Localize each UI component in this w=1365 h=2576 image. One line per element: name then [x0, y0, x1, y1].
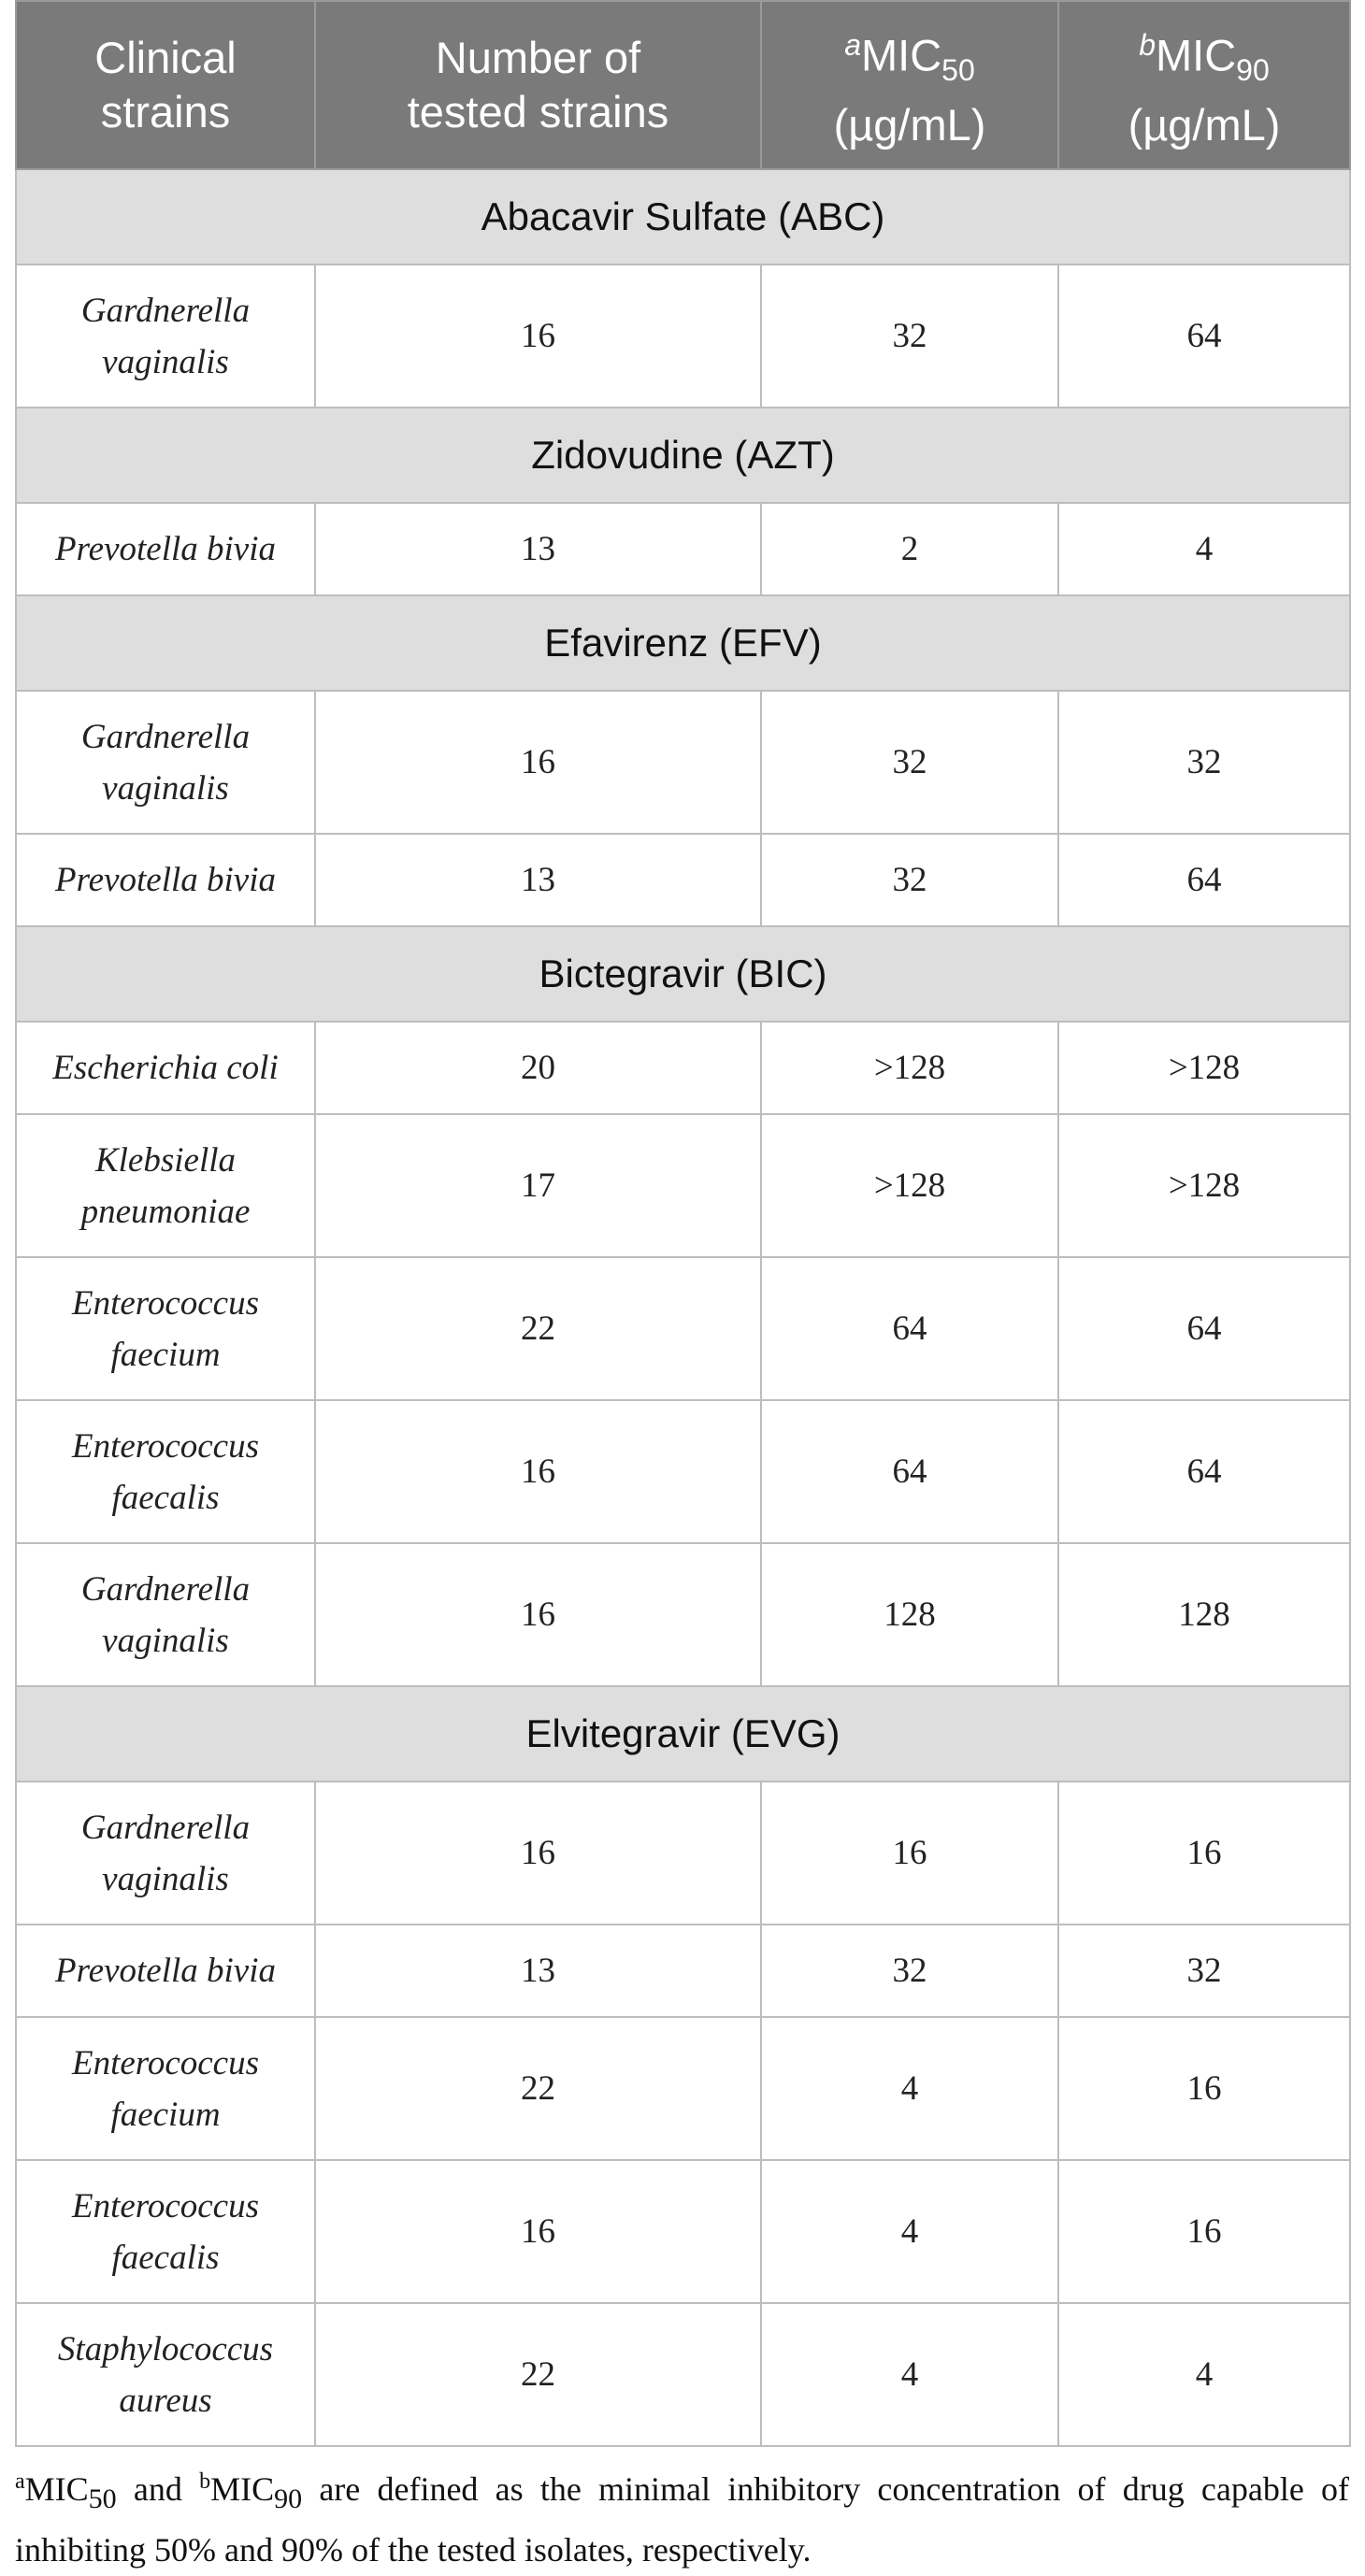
table-row	[16, 1543, 1350, 1686]
table-row	[16, 503, 1350, 595]
tested-count: 13	[315, 1925, 761, 2017]
group-row	[16, 926, 1350, 1022]
strain-name: Enterococcus faecalis	[16, 2160, 315, 2303]
mic90-value: 32	[1058, 691, 1350, 834]
strain-name: Enterococcus faecalis	[16, 1400, 315, 1543]
mic50-value: >128	[761, 1114, 1058, 1257]
strain-name: Gardnerella vaginalis	[16, 691, 315, 834]
header-clinical-strains: Clinical strains	[16, 1, 315, 169]
tested-count: 13	[315, 503, 761, 595]
mic50-value: 128	[761, 1543, 1058, 1686]
mic90-value: 64	[1058, 1400, 1350, 1543]
mic90-value: 4	[1058, 503, 1350, 595]
mic90-value: 16	[1058, 1782, 1350, 1925]
table-row	[16, 1257, 1350, 1400]
table-row	[16, 834, 1350, 926]
drug-group-title: Abacavir Sulfate (ABC)	[16, 169, 1350, 265]
table-row	[16, 1400, 1350, 1543]
header-mic90: $^bMIC_{90}$ (µg/mL)	[1058, 1, 1350, 169]
mic50-value: 2	[761, 503, 1058, 595]
group-row	[16, 408, 1350, 503]
group-row	[16, 169, 1350, 265]
table-row	[16, 2017, 1350, 2160]
drug-group-title: Efavirenz (EFV)	[16, 595, 1350, 691]
mic50-value: 4	[761, 2303, 1058, 2446]
table-row	[16, 1022, 1350, 1114]
tested-count: 16	[315, 1400, 761, 1543]
tested-count: 16	[315, 1543, 761, 1686]
tested-count: 22	[315, 1257, 761, 1400]
strain-name: Prevotella bivia	[16, 503, 315, 595]
mic50-value: 32	[761, 834, 1058, 926]
mic90-value: 16	[1058, 2160, 1350, 2303]
tested-count: 13	[315, 834, 761, 926]
mic50-value: 32	[761, 265, 1058, 408]
table-row	[16, 265, 1350, 408]
strain-name: Enterococcus faecium	[16, 1257, 315, 1400]
tested-count: 22	[315, 2017, 761, 2160]
header-mic50: $^aMIC_{50}$ (µg/mL)	[761, 1, 1058, 169]
drug-group-title: Zidovudine (AZT)	[16, 408, 1350, 503]
mic50-value: 64	[761, 1257, 1058, 1400]
strain-name: Klebsiella pneumoniae	[16, 1114, 315, 1257]
tested-count: 16	[315, 691, 761, 834]
mic50-value: 4	[761, 2017, 1058, 2160]
strain-name: Staphylococcus aureus	[16, 2303, 315, 2446]
mic50-value: 16	[761, 1782, 1058, 1925]
mic50-value: 32	[761, 691, 1058, 834]
footnote: $^aMIC_{50}$ and $^bMIC_{90}$ are defined as the minimal inhibitory concentration of drug capable of inhibiting 50% and 90% of the tested isolates, respectively.	[15, 2469, 1350, 2569]
mic50-value: >128	[761, 1022, 1058, 1114]
mic90-value: 16	[1058, 2017, 1350, 2160]
table-row	[16, 691, 1350, 834]
mic50-value: 4	[761, 2160, 1058, 2303]
mic90-value: >128	[1058, 1022, 1350, 1114]
mic50-value: 64	[761, 1400, 1058, 1543]
strain-name: Escherichia coli	[16, 1022, 315, 1114]
mic50-value: 32	[761, 1925, 1058, 2017]
tested-count: 16	[315, 2160, 761, 2303]
strain-name: Enterococcus faecium	[16, 2017, 315, 2160]
mic90-value: 64	[1058, 265, 1350, 408]
mic90-value: 4	[1058, 2303, 1350, 2446]
drug-group-title: Bictegravir (BIC)	[16, 926, 1350, 1022]
table-row	[16, 1925, 1350, 2017]
tested-count: 20	[315, 1022, 761, 1114]
strain-name: Prevotella bivia	[16, 1925, 315, 2017]
table-row	[16, 1782, 1350, 1925]
tested-count: 16	[315, 265, 761, 408]
tested-count: 17	[315, 1114, 761, 1257]
mic90-value: 64	[1058, 834, 1350, 926]
tested-count: 16	[315, 1782, 761, 1925]
table-row	[16, 2160, 1350, 2303]
strain-name: Gardnerella vaginalis	[16, 265, 315, 408]
table-body	[16, 169, 1350, 2446]
strain-name: Prevotella bivia	[16, 834, 315, 926]
group-row	[16, 1686, 1350, 1782]
mic90-value: 64	[1058, 1257, 1350, 1400]
mic-table	[15, 0, 1351, 2447]
mic90-value: 32	[1058, 1925, 1350, 2017]
group-row	[16, 595, 1350, 691]
table-row	[16, 2303, 1350, 2446]
drug-group-title: Elvitegravir (EVG)	[16, 1686, 1350, 1782]
mic90-value: >128	[1058, 1114, 1350, 1257]
mic90-value: 128	[1058, 1543, 1350, 1686]
tested-count: 22	[315, 2303, 761, 2446]
strain-name: Gardnerella vaginalis	[16, 1543, 315, 1686]
strain-name: Gardnerella vaginalis	[16, 1782, 315, 1925]
table-row	[16, 1114, 1350, 1257]
table-header-row	[16, 1, 1350, 169]
header-number-tested: Number of tested strains	[315, 1, 761, 169]
